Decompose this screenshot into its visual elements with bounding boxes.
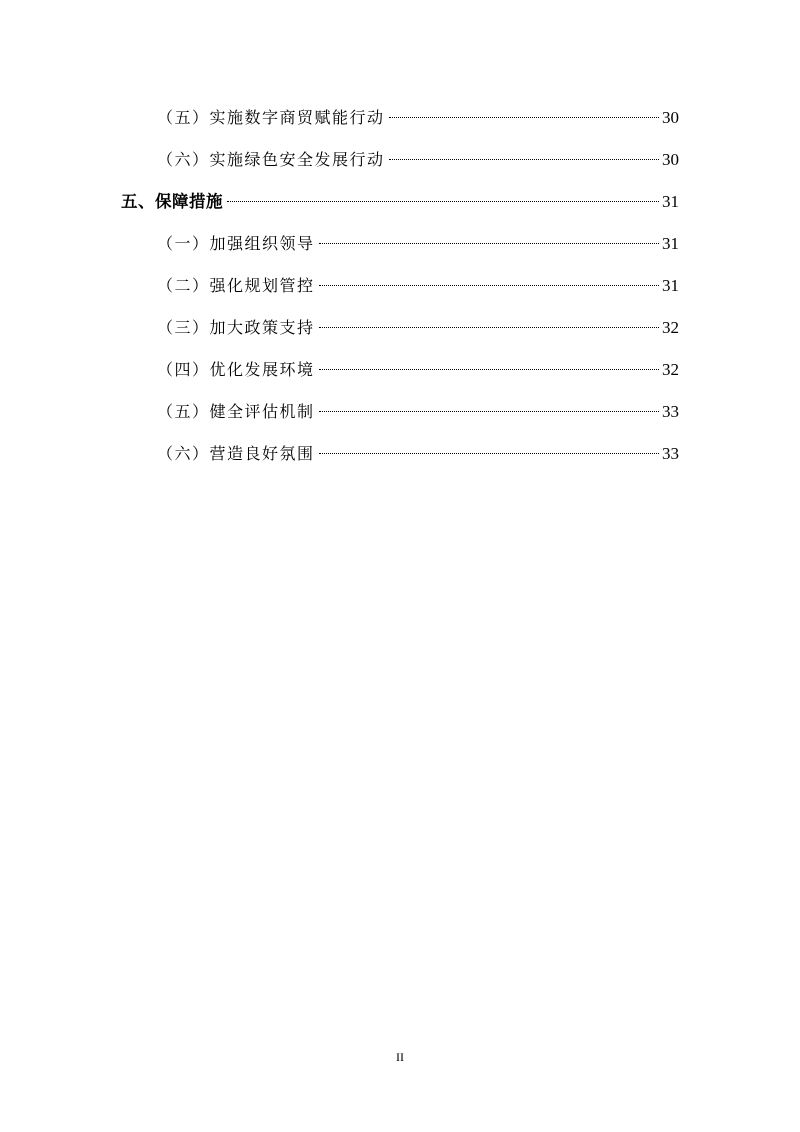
toc-dot-leader xyxy=(319,243,659,244)
toc-entry-evaluation[interactable] xyxy=(157,400,679,424)
toc-entry-green-safety[interactable] xyxy=(157,148,679,172)
toc-entry-title: （一）加强组织领导 xyxy=(157,234,315,253)
toc-entry-title: （六）实施绿色安全发展行动 xyxy=(157,150,385,169)
toc-dot-leader xyxy=(319,453,659,454)
toc-entry-title: （五）实施数字商贸赋能行动 xyxy=(157,108,385,127)
toc-dot-leader xyxy=(227,201,659,202)
toc-entry-title: （六）营造良好氛围 xyxy=(157,444,315,463)
toc-entry-page: 33 xyxy=(662,402,679,421)
toc-entry-policy-support[interactable] xyxy=(157,316,679,340)
toc-entry-title: （二）强化规划管控 xyxy=(157,276,315,295)
toc-entry-environment[interactable] xyxy=(157,358,679,382)
toc-entry-title: （五）健全评估机制 xyxy=(157,402,315,421)
toc-entry-planning-control[interactable] xyxy=(157,274,679,298)
toc-entry-atmosphere[interactable] xyxy=(157,442,679,466)
toc-entry-page: 30 xyxy=(662,108,679,127)
toc-entry-title: （四）优化发展环境 xyxy=(157,360,315,379)
toc-dot-leader xyxy=(319,369,659,370)
toc-entry-page: 30 xyxy=(662,150,679,169)
toc-entry-title: （三）加大政策支持 xyxy=(157,318,315,337)
toc-dot-leader xyxy=(389,117,659,118)
toc-dot-leader xyxy=(389,159,659,160)
toc-dot-leader xyxy=(319,285,659,286)
page-footer-number: II xyxy=(396,1050,404,1064)
toc-dot-leader xyxy=(319,327,659,328)
toc-section-title: 五、保障措施 xyxy=(121,192,223,211)
toc-section-safeguards[interactable] xyxy=(121,190,679,214)
toc-entry-page: 31 xyxy=(662,192,679,211)
toc-dot-leader xyxy=(319,411,659,412)
toc-entry-page: 33 xyxy=(662,444,679,463)
toc-entry-page: 32 xyxy=(662,318,679,337)
toc-entry-organization[interactable] xyxy=(157,232,679,256)
toc-entry-page: 31 xyxy=(662,276,679,295)
toc-entry-digital-commerce[interactable] xyxy=(157,106,679,130)
toc-entry-page: 32 xyxy=(662,360,679,379)
toc-entry-page: 31 xyxy=(662,234,679,253)
